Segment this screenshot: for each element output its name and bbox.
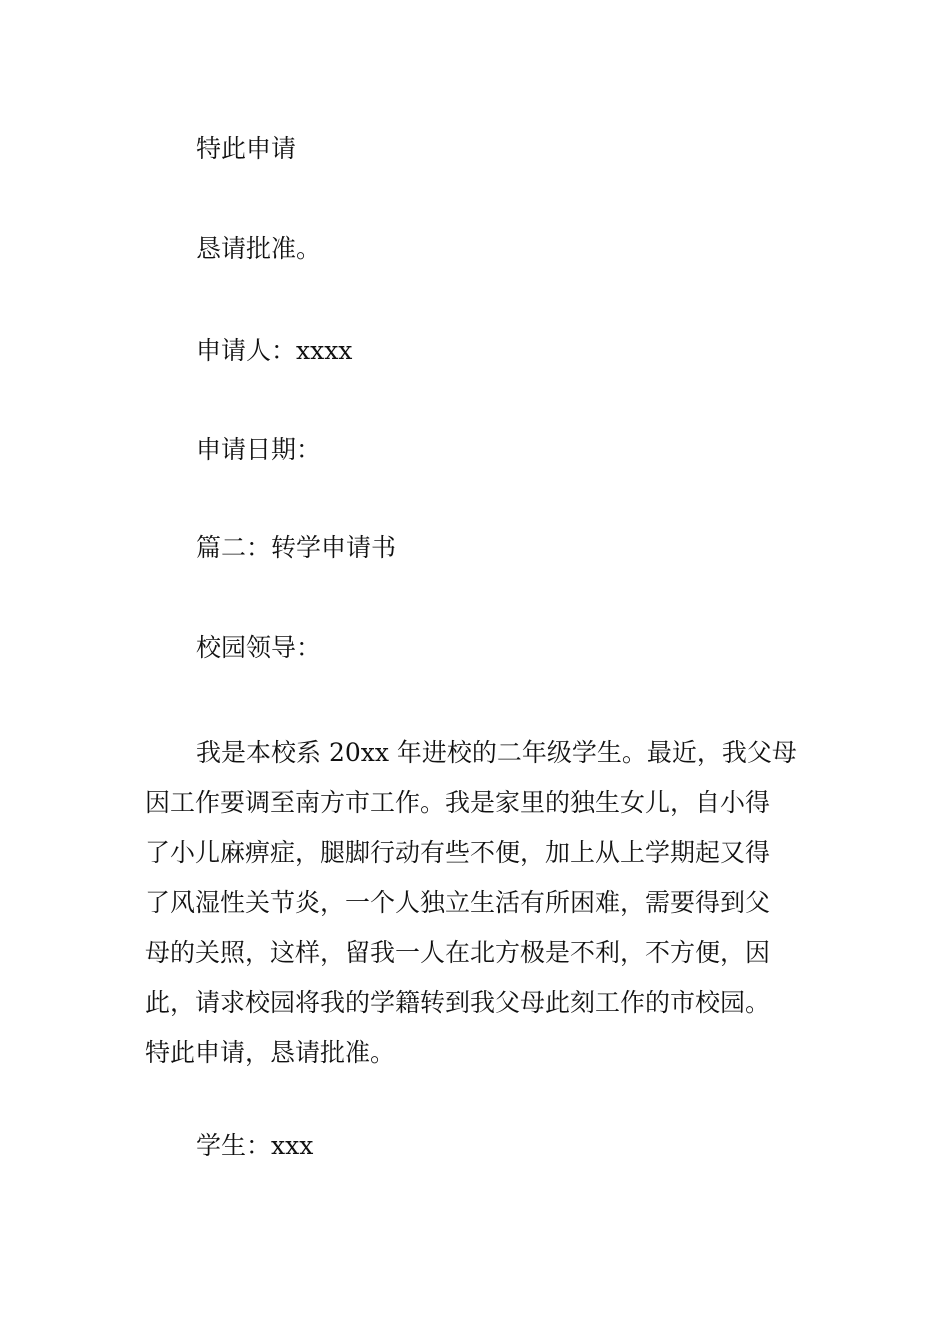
approval-request-line: 恳请批准。 [196, 234, 322, 263]
body-line: 特此申请，恳请批准。 [145, 1038, 396, 1067]
body-line: 母的关照，这样，留我一人在北方极是不利，不方便，因 [145, 938, 771, 967]
body-line: 此，请求校园将我的学籍转到我父母此刻工作的市校园。 [145, 988, 771, 1017]
body-line: 因工作要调至南方市工作。我是家里的独生女儿，自小得 [145, 788, 771, 817]
body-paragraph [145, 728, 810, 1078]
closing-line: 特此申请 [196, 134, 297, 163]
body-line: 了风湿性关节炎，一个人独立生活有所困难，需要得到父 [145, 888, 771, 917]
section-title: 篇二：转学申请书 [196, 533, 397, 562]
applicant-line: 申请人：xxxx [196, 336, 353, 365]
body-line: 我是本校系 20xx 年进校的二年级学生。最近，我父母 [196, 738, 797, 767]
salutation: 校园领导： [196, 633, 322, 662]
body-line: 了小儿麻痹症，腿脚行动有些不便，加上从上学期起又得 [145, 838, 771, 867]
application-date-line: 申请日期： [196, 435, 322, 464]
student-signature-line: 学生：xxx [196, 1131, 314, 1160]
